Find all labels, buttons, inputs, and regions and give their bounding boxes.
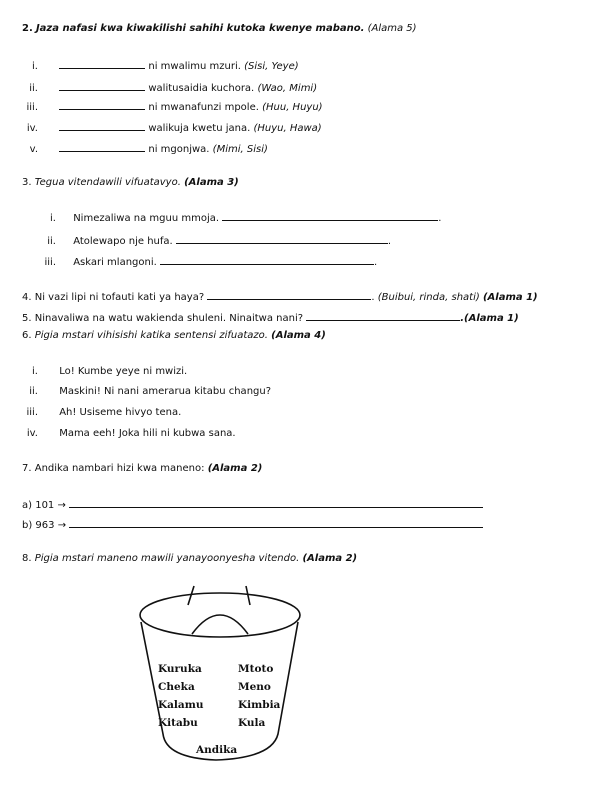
q6-item-text[interactable]: Lo! Kumbe yeye ni mwizi. <box>59 366 188 377</box>
q2-item-text: ni mwalimu mzuri. <box>148 61 241 72</box>
q4-options: (Buibui, rinda, shati) <box>377 292 480 303</box>
q2-marks: (Alama 5) <box>367 23 417 34</box>
q2-item-options: (Huyu, Hawa) <box>253 123 322 134</box>
basket-word[interactable]: Meno <box>238 681 271 693</box>
q8-heading <box>22 553 357 565</box>
q8-number: 8. <box>22 553 32 564</box>
q2-item <box>22 81 317 95</box>
q2-answer-blank[interactable] <box>59 121 145 131</box>
basket-lid-arc <box>192 615 248 634</box>
q6-item-number: iv. <box>26 428 38 439</box>
q2-number: 2. <box>22 23 33 34</box>
q3-answer-blank[interactable] <box>176 234 388 244</box>
q7-item <box>22 498 483 512</box>
q6-item-number: ii. <box>29 386 38 397</box>
q7-heading <box>22 463 262 475</box>
q6-item-number: i. <box>32 366 38 377</box>
q5-marks: .(Alama 1) <box>460 313 519 324</box>
q2-answer-blank[interactable] <box>59 59 145 69</box>
q5-number: 5. <box>22 313 32 324</box>
q2-item <box>22 142 268 156</box>
q6-instruction: Pigia mstari vihisishi katika sentensi zifuatazo. <box>34 330 268 341</box>
basket-handle-right <box>246 586 250 605</box>
q3-item: ii. Atolewapo nje hufa. . <box>30 234 391 248</box>
q6-marks: (Alama 4) <box>271 330 326 341</box>
q7-marks: (Alama 2) <box>207 463 263 474</box>
basket-illustration <box>130 582 310 772</box>
q5-text: Ninavaliwa na watu wakienda shuleni. Ninaitwa nani? <box>34 313 304 324</box>
q2-item-text: walitusaidia kuchora. <box>148 83 255 94</box>
q8-marks: (Alama 2) <box>302 553 358 564</box>
q2-item <box>22 100 323 114</box>
basket-handle-left <box>188 586 194 605</box>
q6-item <box>22 407 181 419</box>
q8-instruction: Pigia mstari maneno mawili yanayoonyesha vitendo. <box>34 553 300 564</box>
q7-number: 7. <box>22 463 32 474</box>
q3-item-text: Nimezaliwa na mguu mmoja. <box>73 213 220 224</box>
basket-word[interactable]: Kitabu <box>158 717 198 729</box>
q2-heading <box>22 23 417 35</box>
basket-word[interactable]: Andika <box>196 744 238 756</box>
q6-heading <box>22 330 326 342</box>
q4-line: 4. Ni vazi lipi ni tofauti kati ya haya? . (Buibui, rinda, shati) (Alama 1) <box>22 292 538 303</box>
q4-answer-blank[interactable] <box>207 290 371 300</box>
q4-marks: (Alama 1) <box>482 292 538 303</box>
q2-item-text: walikuja kwetu jana. <box>148 123 251 134</box>
q3-answer-blank[interactable] <box>222 211 438 221</box>
q2-item-number: iii. <box>26 102 38 113</box>
q6-item <box>22 428 236 440</box>
q4-number: 4. <box>22 292 32 303</box>
q3-instruction: Tegua vitendawili vifuatavyo. <box>34 177 181 188</box>
q2-item-text: ni mgonjwa. <box>148 144 210 155</box>
q7-item-label: b) 963 → <box>22 520 67 531</box>
q2-item <box>22 121 322 135</box>
q3-marks: (Alama 3) <box>184 177 239 188</box>
q2-answer-blank[interactable] <box>59 81 145 91</box>
q3-item-number: i. <box>50 213 56 224</box>
q3-item: i. Nimezaliwa na mguu mmoja. . <box>30 211 441 225</box>
q7-item-label: a) 101 → <box>22 500 66 511</box>
q2-answer-blank[interactable] <box>59 142 145 152</box>
q7-answer-blank[interactable] <box>69 518 483 528</box>
q7-answer-blank[interactable] <box>69 498 483 508</box>
q2-item-number: i. <box>32 61 38 72</box>
basket-word[interactable]: Cheka <box>158 681 195 693</box>
q5-line <box>22 311 519 325</box>
basket-word[interactable]: Mtoto <box>238 663 274 675</box>
q3-item-number: iii. <box>44 257 56 268</box>
q6-item <box>22 386 271 398</box>
q2-item-options: (Sisi, Yeye) <box>244 61 299 72</box>
q2-item-options: (Wao, Mimi) <box>257 83 318 94</box>
q2-item-number: v. <box>29 144 38 155</box>
q6-item-number: iii. <box>26 407 38 418</box>
q2-instruction: Jaza nafasi kwa kiwakilishi sahihi kutoka kwenye mabano. <box>35 23 365 34</box>
basket-word[interactable]: Kula <box>238 717 266 729</box>
q2-item-options: (Huu, Huyu) <box>262 102 323 113</box>
q3-item-text: Askari mlangoni. <box>73 257 157 268</box>
basket-word[interactable]: Kimbia <box>238 699 281 711</box>
q3-item-text: Atolewapo nje hufa. <box>73 236 173 247</box>
q5-answer-blank[interactable] <box>306 311 460 321</box>
q6-item-text[interactable]: Mama eeh! Joka hili ni kubwa sana. <box>59 428 236 439</box>
q2-item-number: ii. <box>29 83 38 94</box>
q3-number: 3. <box>22 177 32 188</box>
q7-item <box>22 518 483 532</box>
basket-word[interactable]: Kalamu <box>158 699 204 711</box>
q2-item <box>22 59 299 73</box>
q2-item-options: (Mimi, Sisi) <box>212 144 268 155</box>
q3-heading <box>22 177 239 189</box>
q3-answer-blank[interactable] <box>160 255 374 265</box>
q6-number: 6. <box>22 330 32 341</box>
q2-answer-blank[interactable] <box>59 100 145 110</box>
q2-item-text: ni mwanafunzi mpole. <box>148 102 259 113</box>
q7-instruction: Andika nambari hizi kwa maneno: <box>34 463 205 474</box>
basket-word[interactable]: Kuruka <box>158 663 202 675</box>
q6-item-text[interactable]: Ah! Usiseme hivyo tena. <box>59 407 182 418</box>
q4-text: Ni vazi lipi ni tofauti kati ya haya? <box>34 292 205 303</box>
q3-item: iii. Askari mlangoni. . <box>30 255 377 269</box>
q2-item-number: iv. <box>26 123 38 134</box>
q3-item-number: ii. <box>47 236 56 247</box>
q6-item <box>22 366 187 378</box>
q6-item-text[interactable]: Maskini! Ni nani amerarua kitabu changu? <box>59 386 272 397</box>
